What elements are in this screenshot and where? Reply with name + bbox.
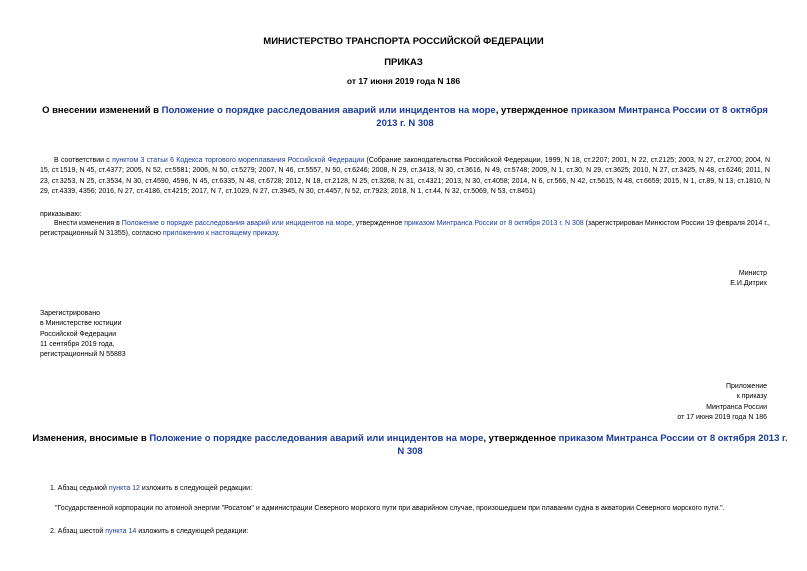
- item2-prefix: 2. Абзац шестой: [50, 528, 106, 535]
- list-item: [50, 484, 252, 494]
- signature-position: Министр: [738, 270, 767, 277]
- registration-line: 11 сентября 2019 года,: [40, 340, 115, 348]
- quote-paragraph: "Государственной корпорации по атомной энергии "Росатом" и администрации Северного морского пути при аварийном случае, произошедшем при плавании судна в акватории Северного морского пути.".: [55, 505, 725, 512]
- preamble-rest: (Собрание законодательства Российской Федерации, 1999, N 18, ст.2207; 2001, N 22, ст.2125; 2003, N 27, ст.2700; 2004, N 15, ст.1519, N 45, ст.4377; 2005, N 52, ст.5581; 2006, N 50, ст.5279; 2007, N 46, ст.5557, N 50, ст.6246; 2008, N 29, ст.3418, N 30, ст.3616, N 49, ст.5748; 2009, N 1, ст.30, N 29, ст.3625; 2010, N 27, ст.3425, N 48, ст.6246; 2011, N 23, ст.3253, N 25, ст.3534, N 30, ст.4590, 4596, N 45, ст.6335, N 48, ст.6728; 2012, N 18, ст.2128, N 25, ст.3268, N 31, ст.4321; 2013, N 30, ст.4058; 2014, N 6, ст.566, N 42, ст.5615, N 48, ст.6659; 2015, N 1, ст.89, N 13, ст.1810, N 29, ст.4339, 4356; 2016, N 27, ст.4186, ст.4215; 2017, N 7, ст.1029, N 27, ст.3945, N 30, ст.4457, N 52, ст.7923; 2018, N 1, ст.44, N 32, ст.5069, N 53, ст.8451): [40, 157, 771, 195]
- regulation-link[interactable]: Положение о порядке расследования аварий или инцидентов на море: [161, 105, 496, 116]
- order-heading: ПРИКАЗ: [384, 57, 423, 68]
- order-paragraph: [40, 219, 770, 240]
- title-prefix: О внесении изменений в: [42, 105, 162, 116]
- appendix-link[interactable]: приложению к настоящему приказу: [162, 230, 278, 238]
- regulation-link-2[interactable]: Положение о порядке расследования аварий или инцидентов на море: [121, 220, 353, 227]
- order-suffix: .: [277, 230, 280, 238]
- order-title: [40, 104, 770, 130]
- order-middle2: (зарегистрирован Минюстом России 19 февраля 2014 г., регистрационный N 31355), согласно: [40, 220, 770, 238]
- code-article-link[interactable]: пунктом 3 статьи 6 Кодекса торгового мореплавания Российской Федерации: [112, 157, 365, 164]
- title-middle: , утвержденное: [495, 105, 571, 116]
- registration-block: [40, 309, 126, 360]
- order-2013-link[interactable]: приказом Минтранса России от 8 октября 2013 г. N 308: [376, 105, 768, 129]
- regulation-link-3[interactable]: Положение о порядке расследования аварий или инцидентов на море: [149, 433, 484, 444]
- list-item: [50, 527, 248, 537]
- preamble-paragraph: [40, 156, 770, 197]
- appendix-line: от 17 июня 2019 года N 186: [677, 413, 767, 421]
- order-2013-link-3[interactable]: приказом Минтранса России от 8 октября 2013 г. N 308: [397, 433, 788, 457]
- registration-line: Российской Федерации: [40, 330, 117, 338]
- item2-suffix: изложить в следующей редакции:: [136, 528, 249, 535]
- order-prefix: Внести изменения в: [54, 220, 122, 227]
- orders-label: приказываю:: [40, 211, 82, 218]
- appendix-line: Приложение: [725, 383, 767, 390]
- signature-name: Е.И.Дитрих: [730, 280, 767, 288]
- changes-prefix: Изменения, вносимые в: [32, 433, 150, 444]
- item1-suffix: изложить в следующей редакции:: [139, 485, 253, 492]
- registration-line: регистрационный N 55883: [40, 351, 126, 359]
- item-12-link[interactable]: пункта 12: [108, 485, 140, 492]
- registration-line: в Министерстве юстиции: [40, 320, 122, 328]
- signature-block: [730, 269, 767, 290]
- order-date: от 17 июня 2019 года N 186: [346, 76, 461, 86]
- appendix-line: Минтранса России: [706, 403, 767, 411]
- appendix-line: к приказу: [736, 393, 767, 401]
- preamble-prefix: В соответствии с: [54, 157, 113, 164]
- order-2013-link-2[interactable]: приказом Минтранса России от 8 октября 2013 г. N 308: [404, 220, 584, 227]
- changes-title: [30, 432, 790, 458]
- ministry-heading: МИНИСТЕРСТВО ТРАНСПОРТА РОССИЙСКОЙ ФЕДЕРАЦИИ: [263, 36, 544, 47]
- appendix-block: [677, 382, 767, 423]
- registration-line: Зарегистрировано: [40, 310, 100, 317]
- item-14-link[interactable]: пункта 14: [105, 528, 137, 535]
- order-middle: , утвержденное: [352, 220, 405, 227]
- item1-prefix: 1. Абзац седьмой: [50, 485, 109, 492]
- changes-middle: , утвержденное: [483, 433, 559, 444]
